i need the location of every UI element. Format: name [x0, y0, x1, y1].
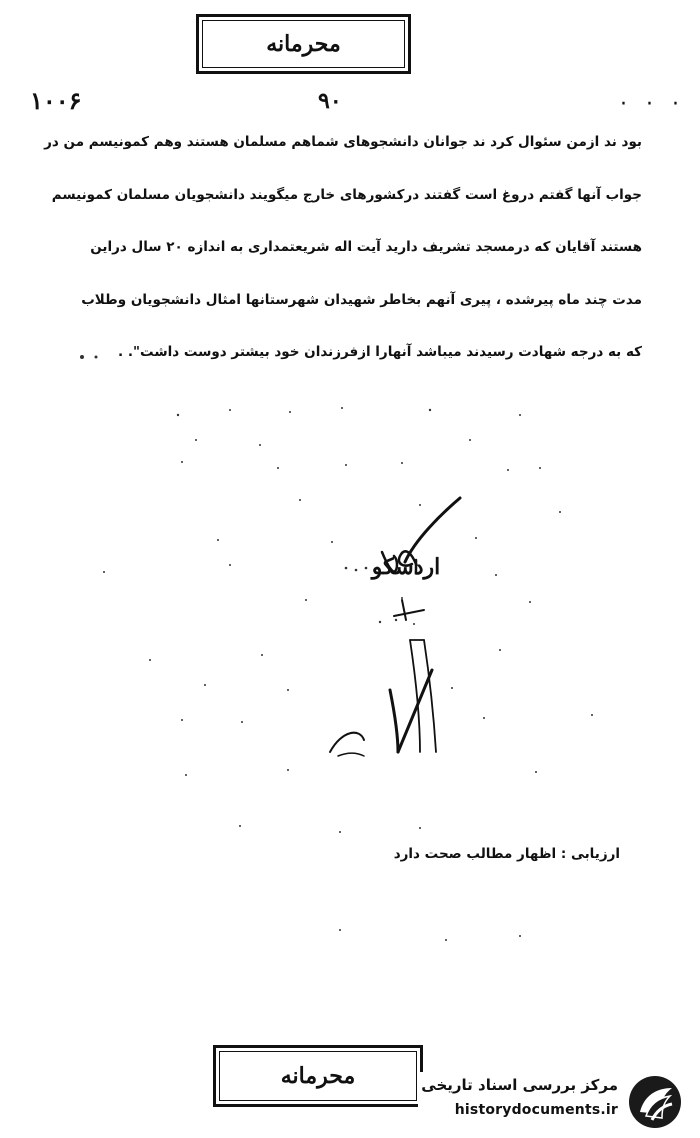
classification-stamp-top — [196, 14, 411, 74]
watermark-title: مرکز بررسی اسناد تاریخی — [421, 1076, 618, 1094]
report-body — [42, 130, 642, 393]
evaluation-line: ارزیابی : اظهار مطالب صحت دارد — [393, 846, 620, 862]
body-line-2: جواب آنها گفتم دروغ است گفتند درکشورهای خارج میگویند دانشجویان مسلمان کمونیسم — [51, 186, 642, 203]
header-dots: · · · — [620, 92, 685, 117]
watermark-url: historydocuments.ir — [454, 1102, 618, 1118]
handwritten-signature — [320, 490, 470, 770]
archive-logo-icon — [626, 1074, 684, 1130]
stamp-bottom-text: محرمانه — [280, 1063, 356, 1089]
stamp-top-text: محرمانه — [266, 31, 341, 57]
watermark — [418, 1072, 690, 1132]
body-line-3: هستند آقایان که درمسجد تشریف دارید آیت اله شریعتمداری به اندازه ۲۰ سال دراین — [90, 239, 642, 255]
classification-stamp-bottom — [213, 1045, 423, 1107]
signature-name: اردسکو — [371, 554, 441, 580]
body-line-5: که به درجه شهادت رسیدند میباشد آنهارا ازفرزندان خود بیشتر دوست داشت". . — [118, 344, 642, 360]
body-line-1: بود ند ازمن سئوال کرد ند جوانان دانشجوهای شماهم مسلمان هستند وهم کمونیسم من در — [44, 134, 642, 150]
page-number: ۹۰ — [318, 88, 342, 114]
body-line-4: مدت چند ماه پیرشده ، پیری آنهم بخاطر شهیدان شهرستانها امثال دانشجویان وطلاب — [81, 291, 642, 308]
document-number: ۱۰۰۶ — [30, 86, 82, 115]
